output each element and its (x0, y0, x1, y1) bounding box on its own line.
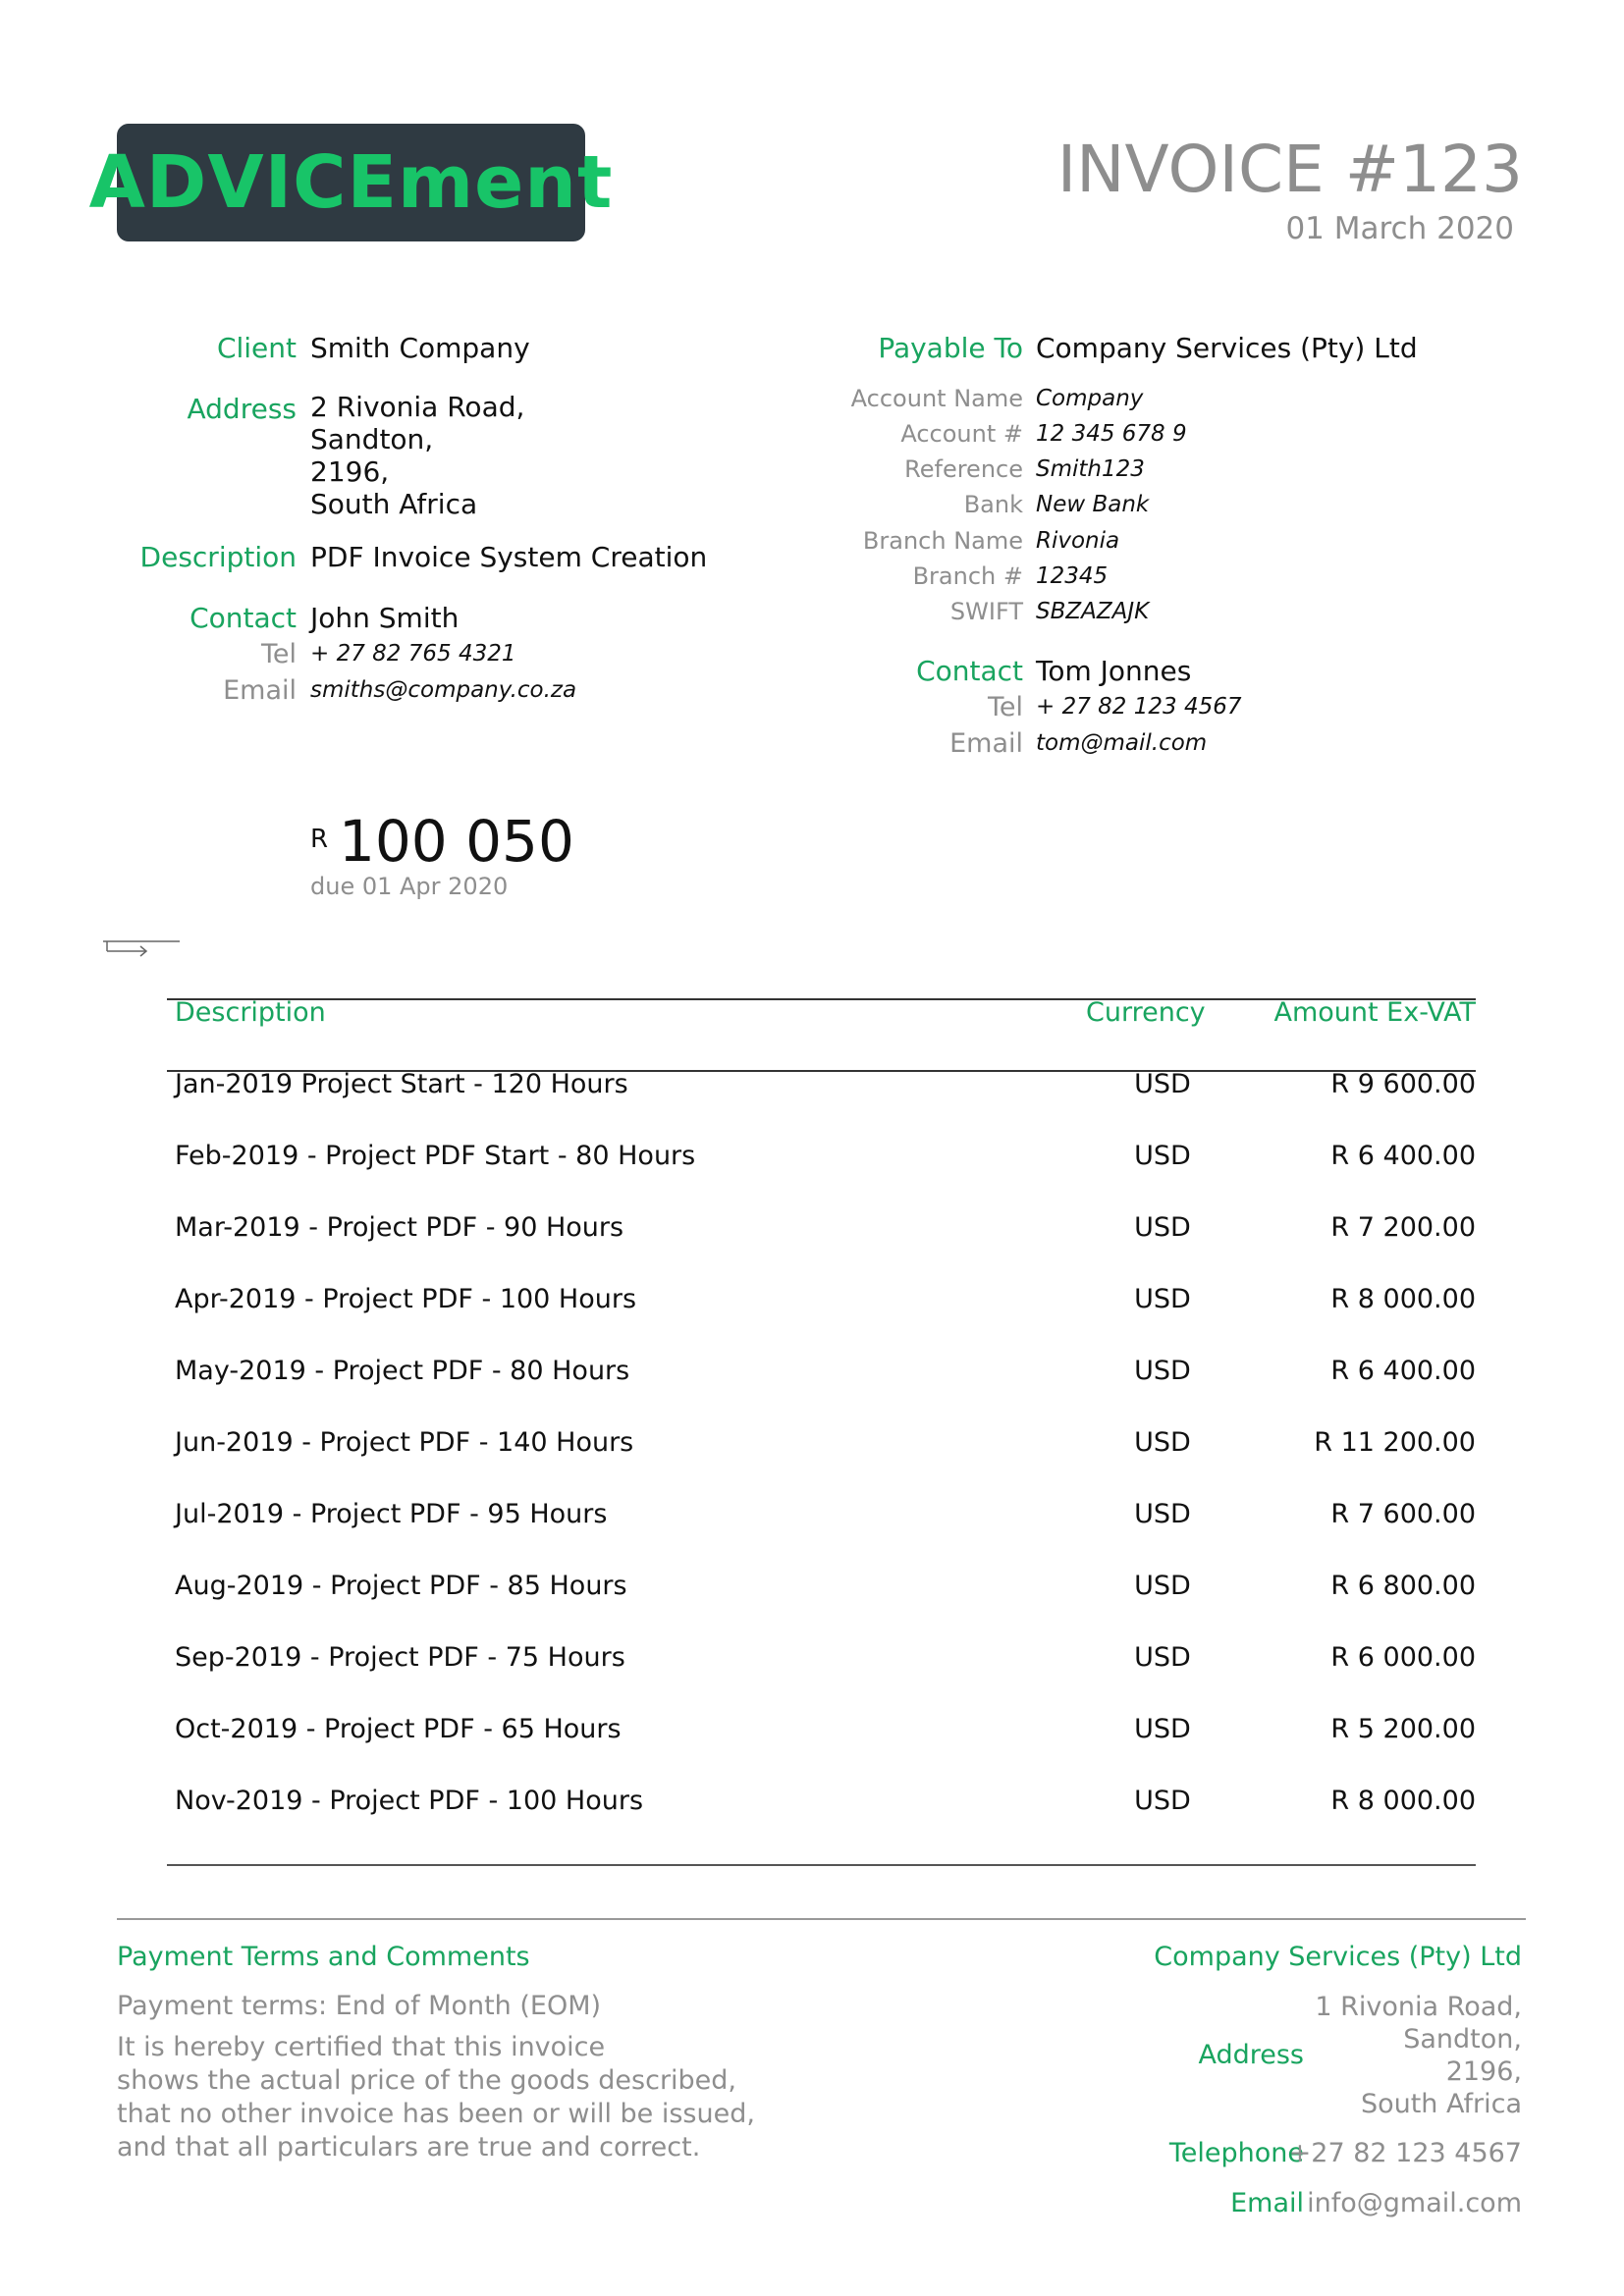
row-description: Jul-2019 - Project PDF - 95 Hours (175, 1499, 608, 1529)
client-address-line: 2196, (310, 455, 390, 488)
row-currency: USD (1134, 1069, 1191, 1099)
payable-name: Company Services (Pty) Ltd (1036, 332, 1418, 364)
payable-contact-label: Contact (916, 655, 1023, 687)
table-row (175, 1069, 1476, 1108)
bank-detail-value: SBZAZAJK (1036, 599, 1150, 624)
row-description: Jan-2019 Project Start - 120 Hours (175, 1069, 628, 1099)
table-row (175, 1571, 1476, 1610)
footer-address-line: South Africa (1360, 2089, 1522, 2119)
row-currency: USD (1134, 1427, 1191, 1458)
row-description: Jun-2019 - Project PDF - 140 Hours (175, 1427, 634, 1458)
row-amount: R 6 400.00 (1330, 1356, 1476, 1386)
arrow-right-icon (103, 938, 180, 958)
description-label: Description (139, 541, 297, 573)
bank-detail-value: Smith123 (1036, 456, 1145, 482)
row-description: Oct-2019 - Project PDF - 65 Hours (175, 1714, 622, 1744)
footer-address-line: 1 Rivonia Road, (1315, 1992, 1522, 2022)
row-currency: USD (1134, 1499, 1191, 1529)
client-address-line: 2 Rivonia Road, (310, 391, 525, 423)
row-currency: USD (1134, 1212, 1191, 1243)
row-amount: R 6 400.00 (1330, 1141, 1476, 1171)
table-row (175, 1499, 1476, 1538)
column-header-currency: Currency (1086, 997, 1206, 1028)
client-contact-name: John Smith (310, 602, 460, 634)
row-description: Aug-2019 - Project PDF - 85 Hours (175, 1571, 627, 1601)
certification-line: It is hereby certified that this invoice (117, 2032, 606, 2062)
table-row (175, 1714, 1476, 1753)
client-address-label: Address (187, 393, 297, 425)
certification-text (117, 2031, 755, 2164)
footer-email-label: Email (1230, 2188, 1304, 2218)
certification-line: shows the actual price of the goods described, (117, 2065, 737, 2096)
client-name: Smith Company (310, 332, 530, 364)
table-row (175, 1786, 1476, 1825)
footer-address-line: 2196, (1445, 2056, 1522, 2087)
client-address-line: South Africa (310, 488, 478, 520)
row-description: Sep-2019 - Project PDF - 75 Hours (175, 1642, 625, 1673)
bank-detail-value: 12 345 678 9 (1036, 421, 1187, 447)
bank-detail-value: New Bank (1036, 492, 1150, 517)
row-currency: USD (1134, 1571, 1191, 1601)
row-amount: R 8 000.00 (1330, 1786, 1476, 1816)
invoice-date: 01 March 2020 (1285, 211, 1514, 246)
table-row (175, 1212, 1476, 1252)
row-amount: R 8 000.00 (1330, 1284, 1476, 1314)
client-tel-label: Tel (260, 639, 297, 669)
row-amount: R 9 600.00 (1330, 1069, 1476, 1099)
bank-detail-label: Branch # (912, 562, 1023, 590)
payment-terms: Payment terms: End of Month (EOM) (117, 1991, 602, 2021)
client-address-line: Sandton, (310, 423, 434, 455)
certification-line: and that all particulars are true and correct. (117, 2132, 701, 2163)
payable-label: Payable To (878, 332, 1023, 364)
row-amount: R 11 200.00 (1314, 1427, 1476, 1458)
bank-detail-label: Reference (904, 455, 1023, 483)
bank-detail-label: Account Name (850, 385, 1023, 412)
footer-email[interactable]: info@gmail.com (1307, 2188, 1522, 2218)
bank-detail-label: SWIFT (949, 598, 1023, 625)
client-contact-label: Contact (189, 602, 297, 634)
row-currency: USD (1134, 1714, 1191, 1744)
row-currency: USD (1134, 1642, 1191, 1673)
certification-line: that no other invoice has been or will be issued, (117, 2099, 755, 2129)
invoice-description: PDF Invoice System Creation (310, 541, 708, 573)
payment-terms-title: Payment Terms and Comments (117, 1942, 530, 1972)
client-label: Client (216, 332, 297, 364)
payable-tel: + 27 82 123 4567 (1036, 694, 1242, 720)
row-description: Feb-2019 - Project PDF Start - 80 Hours (175, 1141, 696, 1171)
row-amount: R 5 200.00 (1330, 1714, 1476, 1744)
client-email: smiths@company.co.za (310, 677, 577, 703)
bank-detail-value: Company (1036, 386, 1144, 411)
table-row (175, 1642, 1476, 1682)
bank-detail-label: Branch Name (862, 527, 1023, 555)
row-description: Nov-2019 - Project PDF - 100 Hours (175, 1786, 644, 1816)
table-row (175, 1427, 1476, 1467)
payable-email: tom@mail.com (1036, 730, 1208, 756)
footer-address-line: Sandton, (1403, 2024, 1522, 2055)
company-logo: ADVICEment (117, 124, 585, 241)
payable-email-label: Email (949, 728, 1023, 759)
column-header-description: Description (175, 997, 326, 1028)
bank-detail-value: 12345 (1036, 563, 1109, 589)
row-description: May-2019 - Project PDF - 80 Hours (175, 1356, 630, 1386)
table-row (175, 1141, 1476, 1180)
footer-company-name: Company Services (Pty) Ltd (1154, 1942, 1522, 1972)
total-due-date: due 01 Apr 2020 (310, 873, 509, 900)
row-amount: R 7 200.00 (1330, 1212, 1476, 1243)
payable-tel-label: Tel (987, 692, 1023, 722)
bank-detail-label: Bank (963, 491, 1023, 518)
row-currency: USD (1134, 1284, 1191, 1314)
row-description: Mar-2019 - Project PDF - 90 Hours (175, 1212, 624, 1243)
total-amount: 100 050 (339, 808, 574, 875)
row-description: Apr-2019 - Project PDF - 100 Hours (175, 1284, 637, 1314)
client-email-label: Email (223, 675, 297, 706)
footer-telephone: +27 82 123 4567 (1288, 2138, 1522, 2168)
bank-detail-label: Account # (900, 420, 1023, 448)
bank-detail-value: Rivonia (1036, 528, 1120, 554)
footer-divider (117, 1918, 1526, 1920)
client-tel: + 27 82 765 4321 (310, 641, 516, 667)
client-address (310, 391, 524, 520)
payable-contact-name: Tom Jonnes (1036, 655, 1192, 687)
column-header-amount: Amount Ex-VAT (1273, 997, 1476, 1028)
invoice-title: INVOICE #123 (1056, 132, 1523, 207)
total-currency-symbol: R (310, 825, 329, 854)
table-row (175, 1284, 1476, 1323)
row-currency: USD (1134, 1786, 1191, 1816)
row-currency: USD (1134, 1356, 1191, 1386)
footer-address-label: Address (1198, 2040, 1304, 2070)
table-bottom-rule (167, 1864, 1476, 1866)
row-amount: R 7 600.00 (1330, 1499, 1476, 1529)
footer-address (1315, 1991, 1522, 2120)
footer-telephone-label: Telephone (1168, 2138, 1304, 2168)
row-currency: USD (1134, 1141, 1191, 1171)
row-amount: R 6 000.00 (1330, 1642, 1476, 1673)
row-amount: R 6 800.00 (1330, 1571, 1476, 1601)
table-row (175, 1356, 1476, 1395)
